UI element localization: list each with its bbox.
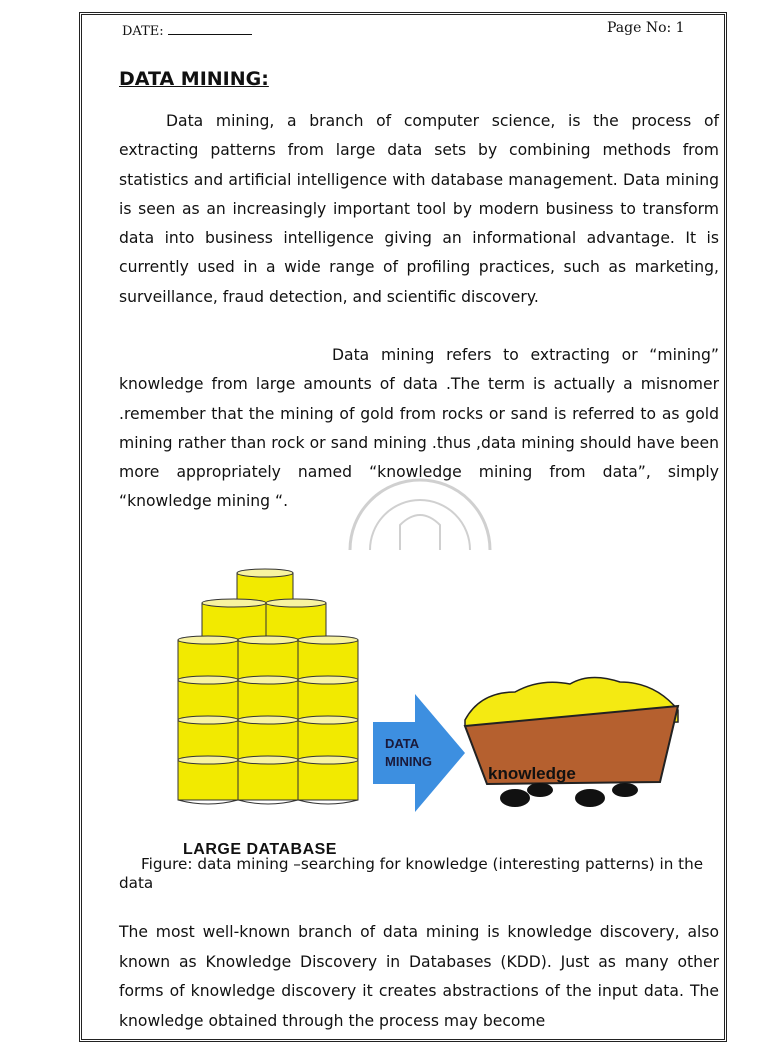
arrow-label-line1: DATA [385,736,420,751]
figure-illustration [120,542,720,838]
paragraph-kdd: The most well-known branch of data mining is knowledge discovery, also known as Knowledge Discovery in Databases (KDD). Just as many other forms of knowledge discovery it creates abstractions of the input data. The knowledge obtained through the process may become [119,923,719,1030]
paragraph-intro: Data mining, a branch of computer science, is the process of extracting patterns from large data sets by combining methods from statistics and artificial intelligence with database management. Data mining is seen as an increasingly important tool by modern business to transform data into business intelligence giving an informational advantage. It is currently used in a wide range of profiling practices, such as marketing, surveillance, fraud detection, and scientific discovery. [119,112,719,306]
database-cylinder [298,756,358,804]
database-cylinders [178,569,358,804]
paragraph-misnomer: Data mining refers to extracting or “mining” knowledge from large amounts of data .The term is actually a misnomer .remember that the mining of gold from rocks or sand is referred to as gold mining rather than rock or sand mining .thus ,data mining should have been more appropriately named “knowledge mining from data”, simply “knowledge mining “. [119,346,719,511]
data-mining-figure [120,542,720,838]
cart-label: knowledge [488,764,576,783]
database-cylinder [238,756,298,804]
page-number: Page No: 1 [607,20,685,36]
arrow-shape [373,694,465,812]
data-mining-arrow [373,694,465,812]
cart-wheel [612,783,638,797]
date-blank-line [168,22,252,35]
arrow-label-line2: MINING [385,754,432,769]
database-label: LARGE DATABASE [183,841,337,858]
figure-caption: Figure: data mining –searching for knowledge (interesting patterns) in the data [119,855,704,892]
cart-wheel [527,783,553,797]
cart-wheel [575,789,605,807]
date-label: DATE: [122,24,164,39]
cart-wheel [500,789,530,807]
database-cylinder [178,756,238,804]
page-title: DATA MINING: [119,68,269,90]
seal-watermark [330,470,510,550]
knowledge-cart [465,677,678,807]
date-field [122,22,252,39]
